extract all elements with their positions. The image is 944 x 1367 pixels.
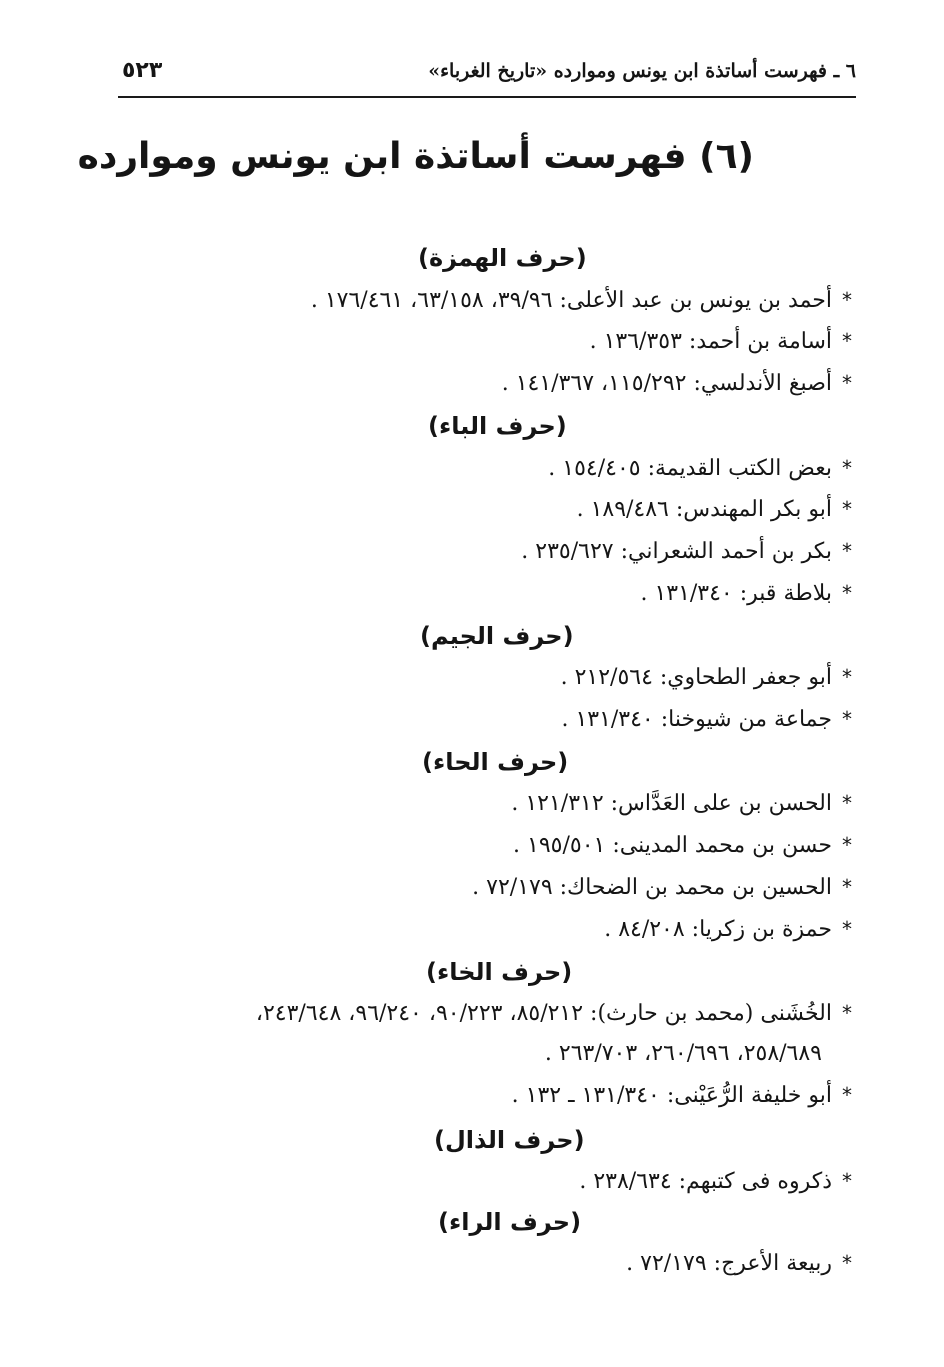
star-marker: * [842, 497, 852, 521]
entry-text: بلاطة قبر: ١٣١/٣٤٠ . [640, 581, 832, 606]
entry-text: حمزة بن زكريا: ٨٤/٢٠٨ . [604, 917, 832, 942]
entry-text: ذكروه فى كتبهم: ٢٣٨/٦٣٤ . [579, 1169, 832, 1194]
star-marker: * [842, 371, 852, 395]
index-entry [311, 287, 852, 315]
entry-text: بكر بن أحمد الشعراني: ٢٣٥/٦٢٧ . [521, 539, 832, 564]
star-marker: * [842, 288, 852, 312]
index-entry [472, 874, 852, 902]
entry-text: أصبغ الأندلسي: ١١٥/٢٩٢، ١٤١/٣٦٧ . [501, 371, 832, 396]
entry-continuation: ٢٥٨/٦٨٩، ٢٦٠/٦٩٦، ٢٦٣/٧٠٣ . [544, 1041, 822, 1066]
entry-text: أحمد بن يونس بن عبد الأعلى: ٣٩/٩٦، ٦٣/١٥٨، ١٧٦/٤٦١ . [310, 288, 832, 313]
star-marker: * [842, 1251, 852, 1275]
index-entry [513, 832, 852, 860]
section-heading-ba: (حرف الباء) [428, 412, 567, 440]
section-heading-hamza: (حرف الهمزة) [418, 244, 587, 272]
entry-text: الخُشَنى (محمد بن حارث): ٨٥/٢١٢، ٩٠/٢٢٣، ٩٦/٢٤٠، ٢٤٣/٦٤٨، [255, 1001, 832, 1026]
star-marker: * [842, 791, 852, 815]
star-marker: * [842, 456, 852, 480]
index-entry [512, 1082, 852, 1110]
entry-text: أبو خليفة الرُّعَيْنى: ١٣١/٣٤٠ ـ ١٣٢ . [511, 1083, 832, 1108]
section-heading-ra: (حرف الراء) [438, 1208, 582, 1236]
star-marker: * [842, 329, 852, 353]
star-marker: * [842, 581, 852, 605]
entry-text: ربيعة الأعرج: ٧٢/١٧٩ . [626, 1251, 832, 1276]
section-heading-kha: (حرف الخاء) [426, 958, 573, 986]
index-entry [640, 580, 852, 608]
section-heading-ha: (حرف الحاء) [422, 748, 569, 776]
index-entry [561, 664, 852, 692]
index-entry [256, 1000, 852, 1028]
entry-text: بعض الكتب القديمة: ١٥٤/٤٠٥ . [548, 456, 832, 481]
section-heading-jim: (حرف الجيم) [420, 622, 574, 650]
page-number: ٥٢٣ [122, 58, 163, 83]
star-marker: * [842, 917, 852, 941]
star-marker: * [842, 1083, 852, 1107]
index-entry [511, 790, 852, 818]
index-entry [521, 538, 852, 566]
section-heading-dhal: (حرف الذال) [434, 1126, 585, 1154]
running-head-title: ٦ ـ فهرست أساتذة ابن يونس وموارده «تاريخ الغرباء» [428, 60, 856, 82]
index-entry [604, 916, 852, 944]
index-entry [561, 706, 852, 734]
entry-text: حسن بن محمد المدينى: ١٩٥/٥٠١ . [513, 833, 832, 858]
star-marker: * [842, 539, 852, 563]
entry-text: الحسن بن على العَدَّاس: ١٢١/٣١٢ . [511, 791, 832, 816]
star-marker: * [842, 1169, 852, 1193]
entry-text: أبو جعفر الطحاوي: ٢١٢/٥٦٤ . [560, 665, 832, 690]
entry-text: الحسين بن محمد بن الضحاك: ٧٢/١٧٩ . [472, 875, 832, 900]
star-marker: * [842, 707, 852, 731]
index-title: (٦) فهرست أساتذة ابن يونس وموارده [77, 136, 754, 177]
entry-text: جماعة من شيوخنا: ١٣١/٣٤٠ . [561, 707, 832, 732]
index-entry [590, 328, 852, 356]
index-entry [548, 455, 852, 483]
star-marker: * [842, 833, 852, 857]
entry-text: أسامة بن أحمد: ١٣٦/٣٥٣ . [589, 329, 832, 354]
star-marker: * [842, 1001, 852, 1025]
index-entry [626, 1250, 852, 1278]
star-marker: * [842, 665, 852, 689]
running-head [118, 56, 856, 98]
index-entry [502, 370, 852, 398]
index-entry [579, 1168, 852, 1196]
index-entry [577, 496, 852, 524]
entry-text: أبو بكر المهندس: ١٨٩/٤٨٦ . [576, 497, 832, 522]
star-marker: * [842, 875, 852, 899]
